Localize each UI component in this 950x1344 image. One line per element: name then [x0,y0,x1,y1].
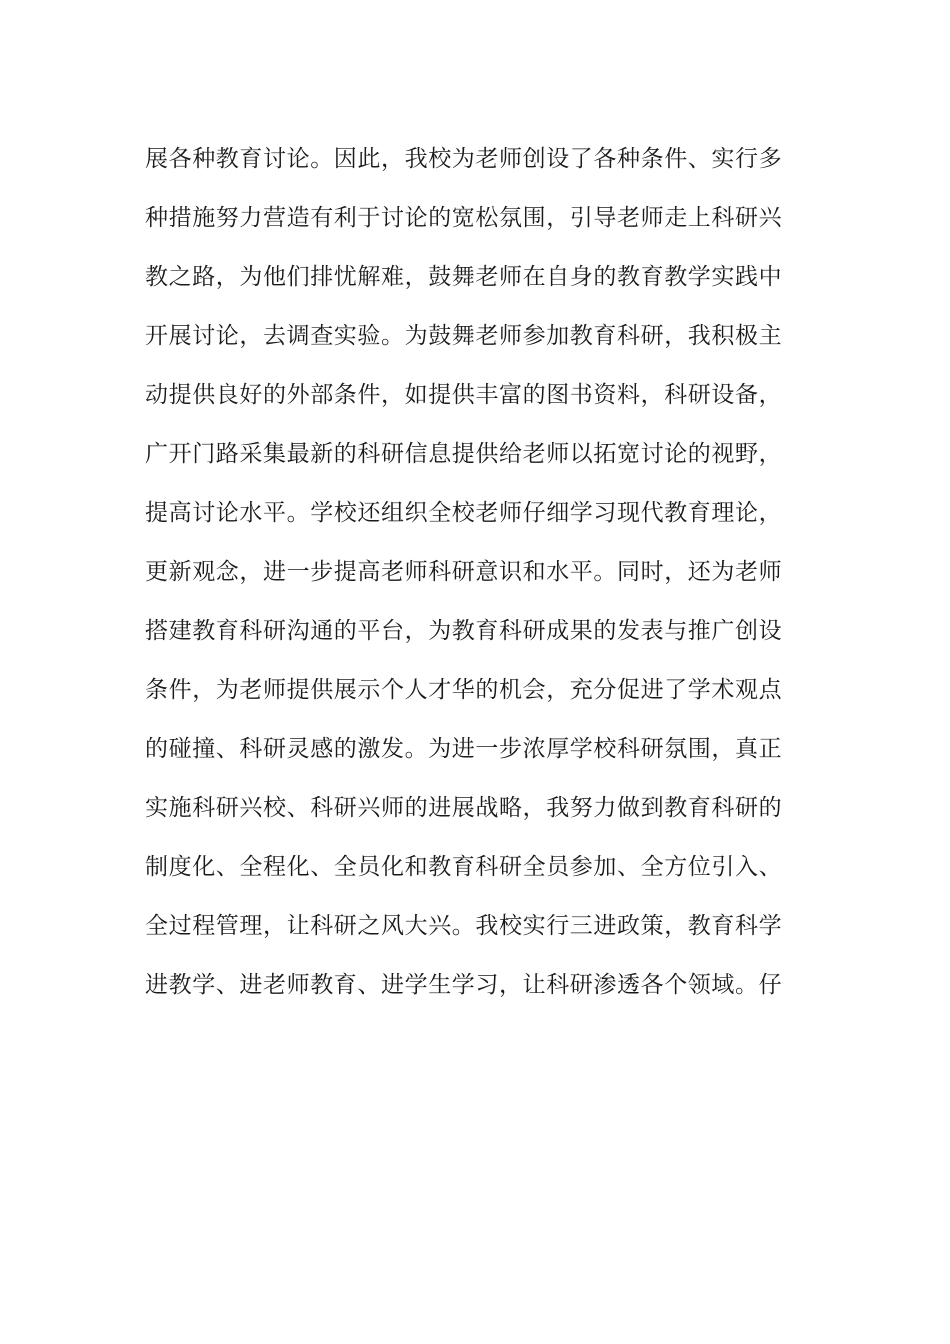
text-line: 进教学、进老师教育、进学生学习，让科研渗透各个领域。仔 [145,972,783,998]
text-line: 搭建教育科研沟通的平台，为教育科研成果的发表与推广创设 [145,618,783,644]
text-line: 条件，为老师提供展示个人才华的机会，充分促进了学术观点 [145,677,783,703]
text-line: 广开门路采集最新的科研信息提供给老师以拓宽讨论的视野， [145,441,783,467]
text-line: 全过程管理，让科研之风大兴。我校实行三进政策，教育科学 [145,913,783,939]
body-text [145,130,825,1015]
text-line: 动提供良好的外部条件，如提供丰富的图书资料，科研设备， [145,382,783,408]
text-line: 教之路，为他们排忧解难，鼓舞老师在自身的教育教学实践中 [145,264,783,290]
text-line: 提高讨论水平。学校还组织全校老师仔细学习现代教育理论， [145,500,783,526]
text-line: 展各种教育讨论。因此，我校为老师创设了各种条件、实行多 [145,146,783,172]
text-line: 实施科研兴校、科研兴师的进展战略，我努力做到教育科研的 [145,795,783,821]
text-line: 更新观念，进一步提高老师科研意识和水平。同时，还为老师 [145,559,783,585]
text-line: 开展讨论，去调查实验。为鼓舞老师参加教育科研，我积极主 [145,323,783,349]
text-line: 的碰撞、科研灵感的激发。为进一步浓厚学校科研氛围，真正 [145,736,783,762]
text-line: 制度化、全程化、全员化和教育科研全员参加、全方位引入、 [145,854,783,880]
text-line: 种措施努力营造有利于讨论的宽松氛围，引导老师走上科研兴 [145,205,783,231]
